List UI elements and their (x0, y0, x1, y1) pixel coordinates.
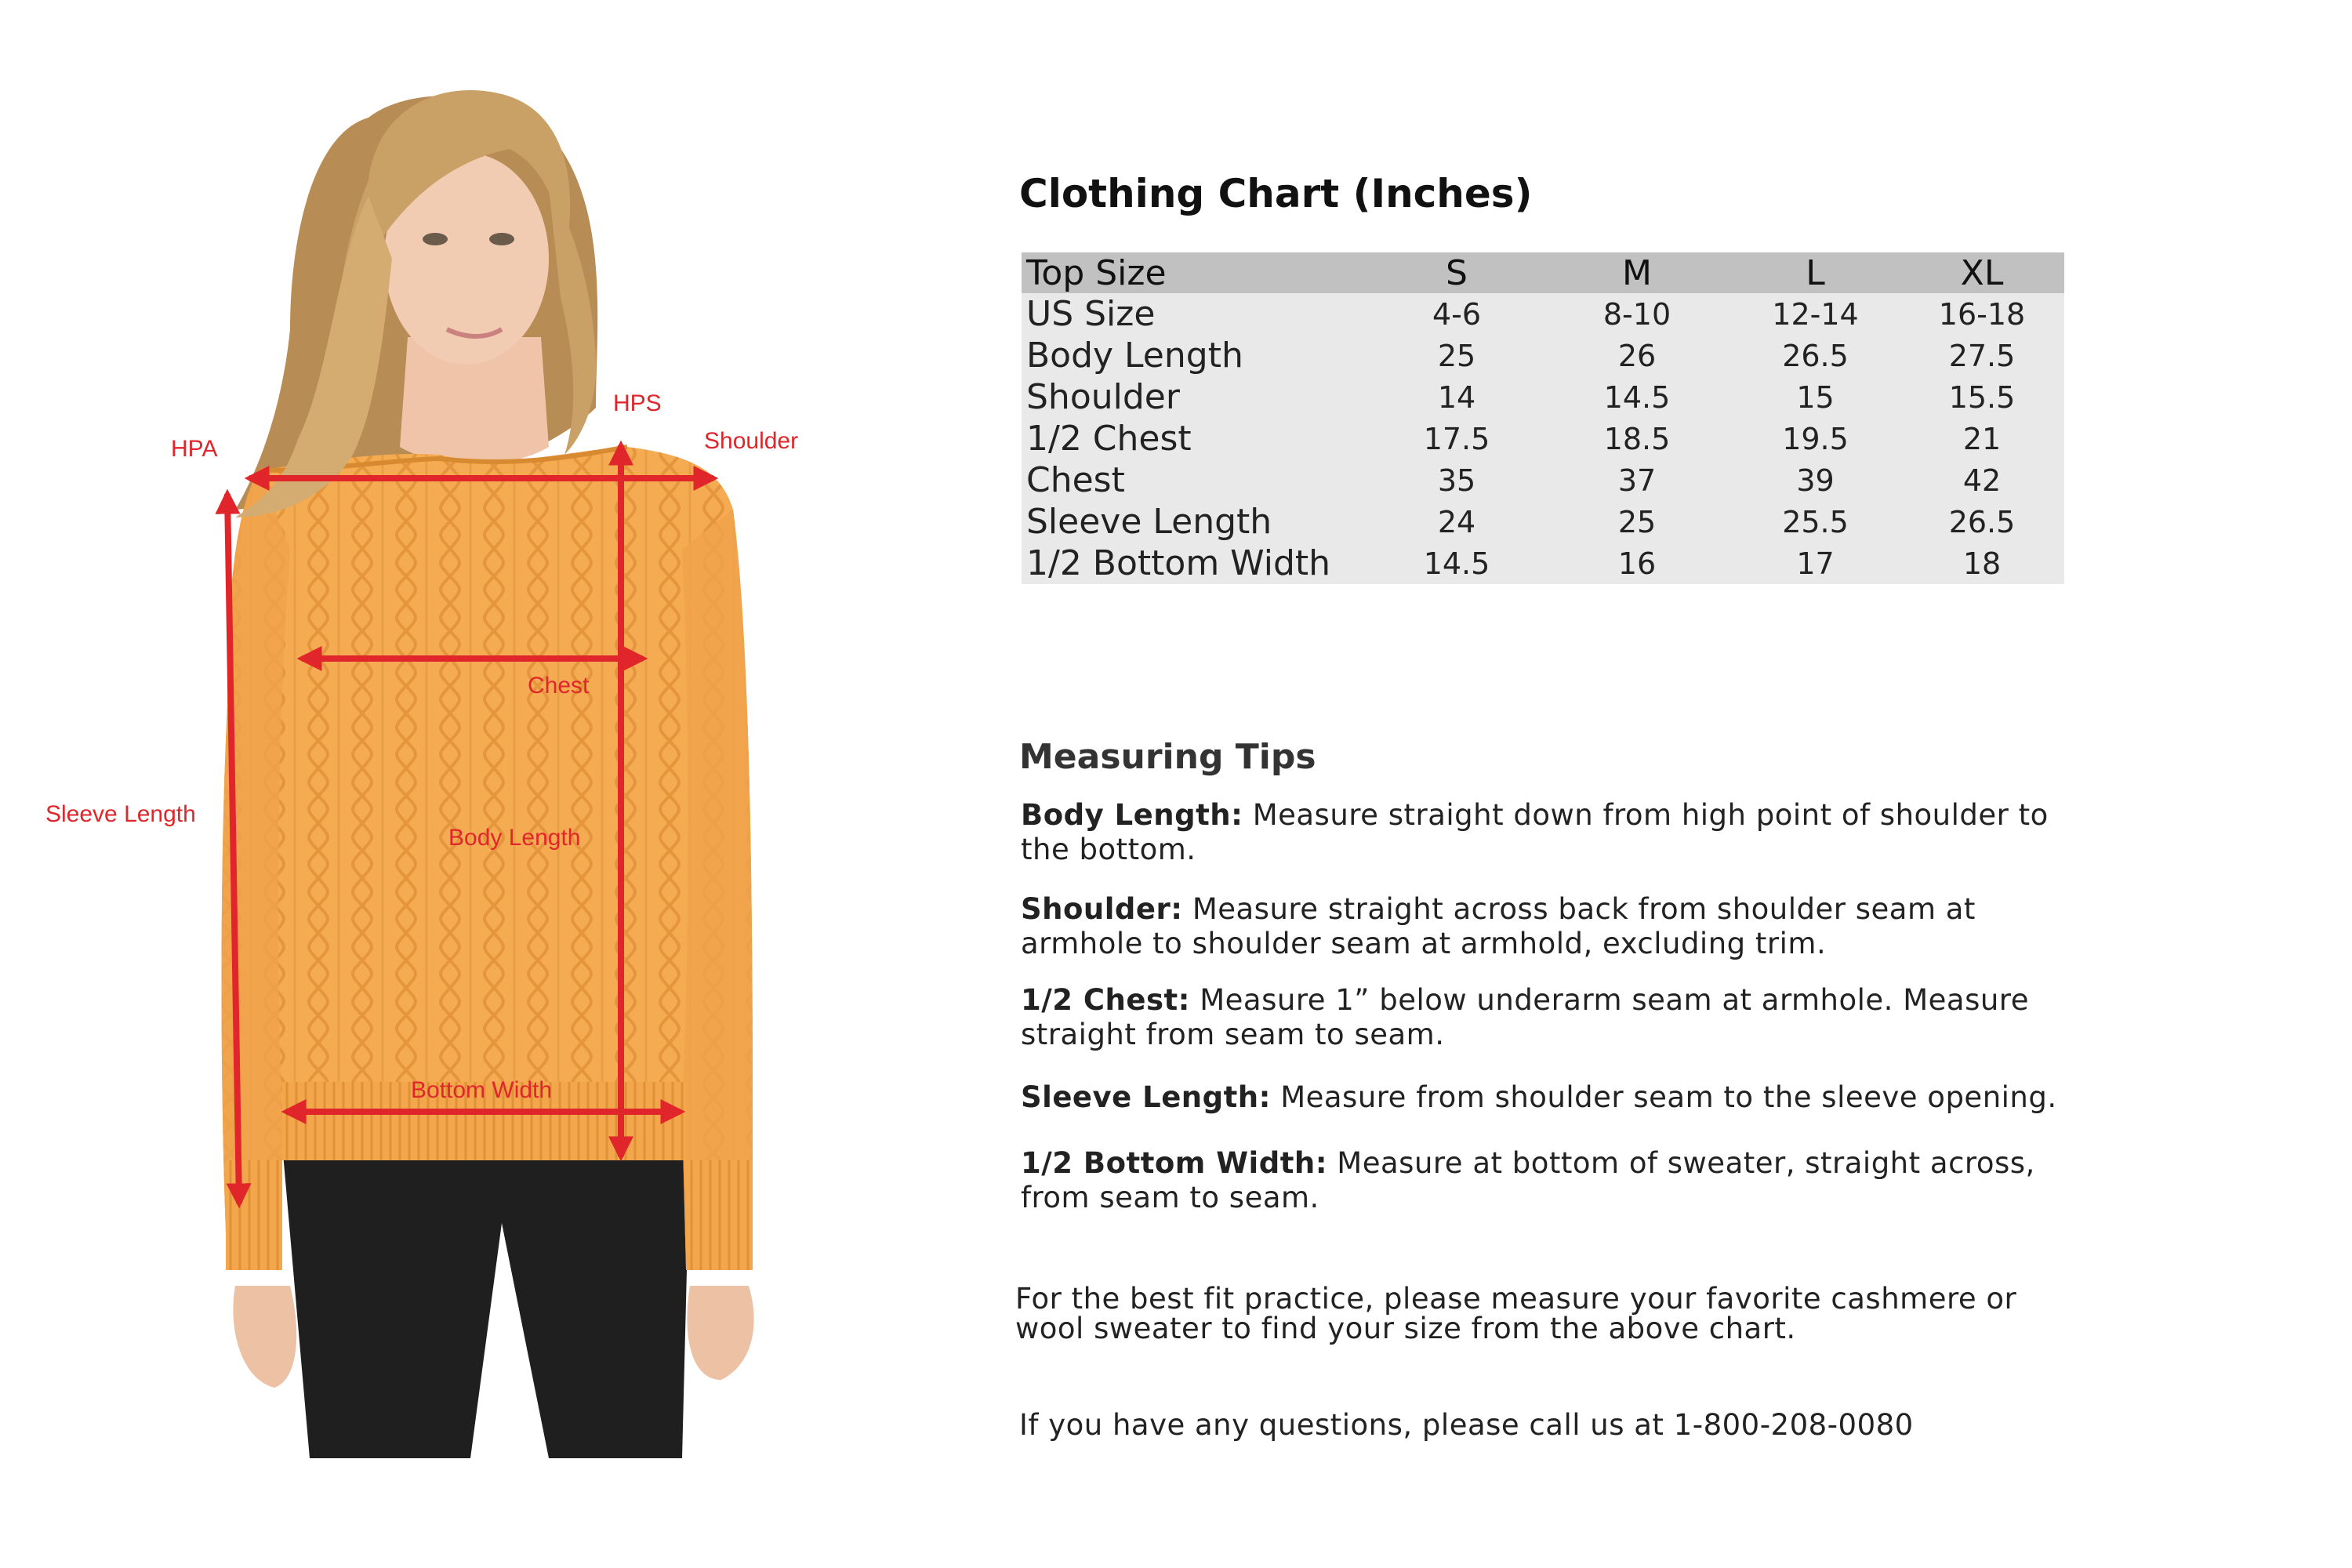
tip-text: Measure straight down from high point of shoulder to the bottom. (1021, 798, 2049, 866)
table-row (1022, 501, 2064, 543)
header-size-xl: XL (1900, 252, 2064, 293)
tip-text: Measure straight across back from shoulder seam at armhole to shoulder seam at armhold, excluding trim. (1021, 892, 1976, 960)
table-cell: 27.5 (1948, 338, 2016, 373)
sweater-model-illustration (0, 0, 902, 1568)
table-cell: 15.5 (1948, 379, 2016, 415)
table-row (1022, 543, 2064, 584)
chest-label: Chest (528, 673, 590, 699)
sleeve-length-label: Sleeve Length (45, 801, 196, 827)
header-top-size: Top Size (1022, 252, 1370, 293)
measuring-tips-title: Measuring Tips (1019, 737, 1316, 777)
header-size-s: S (1370, 252, 1543, 293)
table-cell: 35 (1437, 463, 1476, 498)
table-cell: 17.5 (1423, 421, 1490, 456)
tip-half-bottom-width (1021, 1146, 2063, 1215)
right-eye (489, 233, 514, 245)
row-label: Shoulder (1026, 377, 1180, 417)
table-cell: 16 (1617, 546, 1657, 581)
table-cell: 21 (1962, 421, 2002, 456)
row-label: Chest (1026, 460, 1125, 500)
tip-sleeve-length (1021, 1080, 2063, 1115)
table-cell: 15 (1796, 379, 1835, 415)
table-cell: 12-14 (1772, 296, 1859, 332)
table-row (1022, 376, 2064, 418)
pants (282, 1145, 690, 1458)
tip-half-chest (1021, 983, 2063, 1052)
table-cell: 42 (1962, 463, 2002, 498)
table-cell: 17 (1796, 546, 1835, 581)
body-length-label: Body Length (448, 825, 581, 851)
tip-term: 1/2 Chest: (1021, 983, 1190, 1017)
header-size-m: M (1543, 252, 1731, 293)
table-cell: 25.5 (1782, 504, 1849, 539)
table-row (1022, 418, 2064, 459)
contact-line: If you have any questions, please call us at 1-800-208-0080 (1019, 1408, 1914, 1442)
bottom-width-label: Bottom Width (411, 1077, 553, 1103)
table-row (1022, 459, 2064, 501)
left-cuff (226, 1160, 282, 1270)
table-cell: 16-18 (1938, 296, 2026, 332)
table-cell: 14 (1437, 379, 1476, 415)
tip-term: Shoulder: (1021, 892, 1183, 926)
size-chart-table (1022, 252, 2064, 584)
tip-term: Body Length: (1021, 798, 1243, 832)
hpa-label: HPA (171, 436, 218, 462)
hps-label: HPS (613, 390, 662, 416)
table-cell: 18 (1962, 546, 2002, 581)
right-hand (687, 1286, 753, 1380)
table-cell: 25 (1617, 504, 1657, 539)
table-cell: 25 (1437, 338, 1476, 373)
table-row (1022, 335, 2064, 376)
left-hand (233, 1286, 296, 1388)
table-cell: 4-6 (1432, 296, 1482, 332)
table-cell: 24 (1437, 504, 1476, 539)
table-cell: 14.5 (1603, 379, 1671, 415)
tip-body-length (1021, 798, 2063, 867)
row-label: 1/2 Bottom Width (1026, 543, 1331, 583)
row-label: Sleeve Length (1026, 502, 1272, 542)
table-header-row (1022, 252, 2064, 293)
left-eye (423, 233, 448, 245)
row-label: US Size (1026, 294, 1156, 334)
table-cell: 8-10 (1602, 296, 1671, 332)
shoulder-label: Shoulder (704, 428, 799, 454)
table-cell: 26.5 (1782, 338, 1849, 373)
chart-title: Clothing Chart (Inches) (1019, 171, 1533, 216)
table-cell: 19.5 (1782, 421, 1849, 456)
tip-text: Measure 1” below underarm seam at armhole. Measure straight from seam to seam. (1021, 983, 2029, 1051)
right-sleeve (682, 510, 753, 1270)
table-cell: 14.5 (1423, 546, 1490, 581)
best-fit-note: For the best fit practice, please measure your favorite cashmere or wool sweater to find your size from the above chart. (1015, 1282, 2017, 1345)
model-figure (0, 0, 902, 1568)
table-cell: 37 (1617, 463, 1657, 498)
table-cell: 26 (1617, 338, 1657, 373)
row-label: 1/2 Chest (1026, 419, 1192, 459)
tip-text: Measure from shoulder seam to the sleeve opening. (1270, 1080, 2057, 1114)
table-cell: 26.5 (1948, 504, 2016, 539)
right-cuff (686, 1160, 753, 1270)
row-label: Body Length (1026, 336, 1243, 376)
header-size-l: L (1731, 252, 1900, 293)
tip-shoulder (1021, 892, 2063, 961)
tip-term: Sleeve Length: (1021, 1080, 1271, 1114)
table-cell: 18.5 (1603, 421, 1671, 456)
table-cell: 39 (1796, 463, 1835, 498)
tip-text: Measure at bottom of sweater, straight across, from seam to seam. (1021, 1146, 2035, 1214)
tip-term: 1/2 Bottom Width: (1021, 1146, 1328, 1180)
table-row (1022, 293, 2064, 335)
